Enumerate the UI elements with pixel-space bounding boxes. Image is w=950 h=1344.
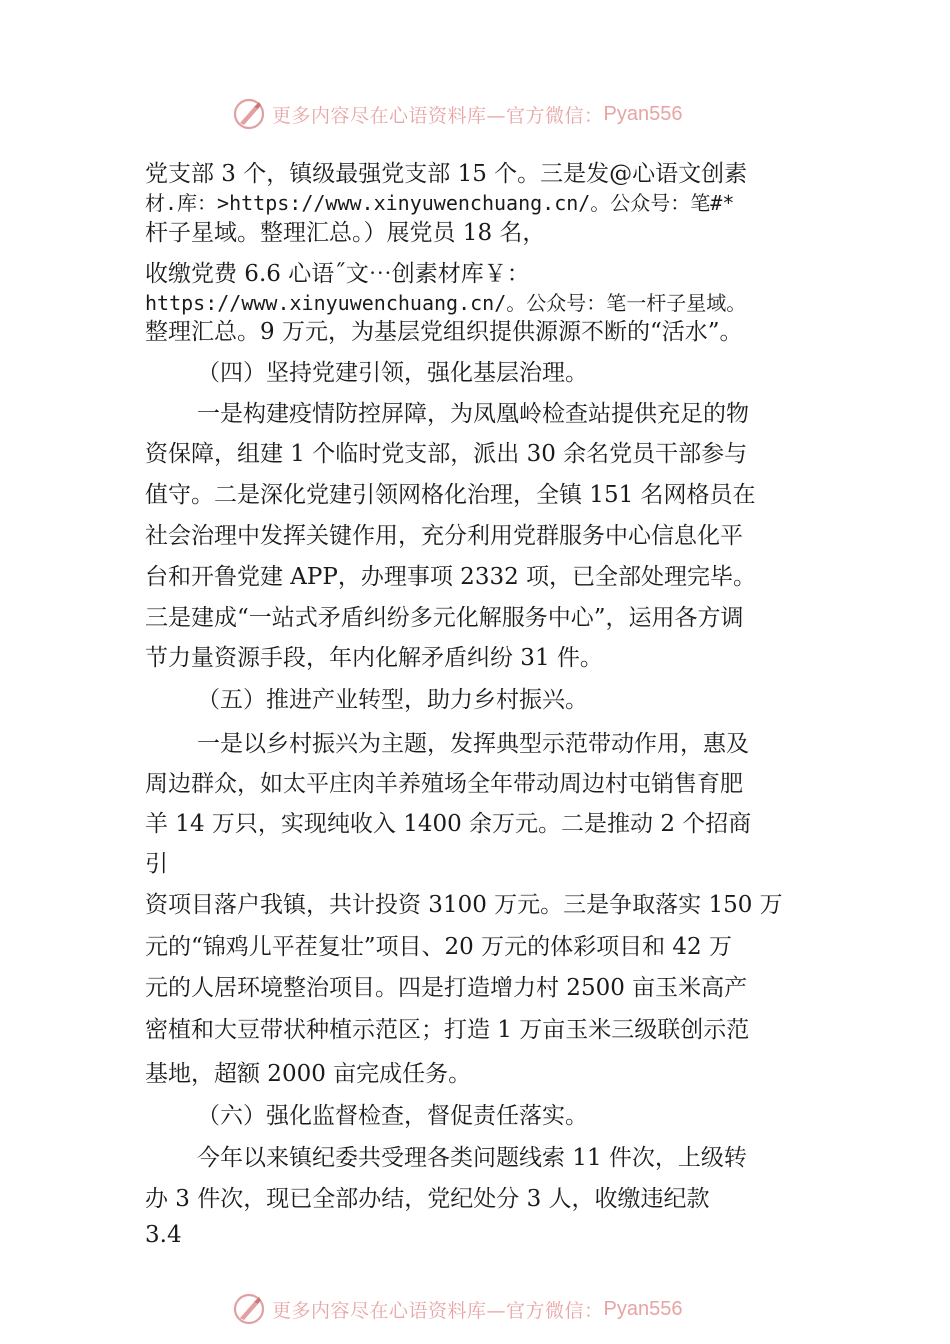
text-line: 资项目落户我镇，共计投资 3100 万元。三是争取落实 150 万 bbox=[145, 892, 783, 918]
text-line: 羊 14 万只，实现纯收入 1400 余万元。二是推动 2 个招商 bbox=[145, 811, 752, 837]
text-line: 3.4 bbox=[145, 1222, 182, 1248]
text-line: 资保障，组建 1 个临时党支部，派出 30 余名党员干部参与 bbox=[145, 441, 748, 467]
text-line: 收缴党费 6.6 心语˝文⋯创素材库￥： bbox=[145, 261, 530, 287]
text-line: 整理汇总。9 万元，为基层党组织提供源源不断的“活水”。 bbox=[145, 319, 743, 345]
text-line: 台和开鲁党建 APP，办理事项 2332 项，已全部处理完毕。 bbox=[145, 564, 757, 590]
text-line: 元的“锦鸡儿平茬复壮”项目、20 万元的体彩项目和 42 万 bbox=[145, 934, 732, 960]
section-heading: （四）坚持党建引领，强化基层治理。 bbox=[197, 360, 588, 386]
text-line: 节力量资源手段，年内化解矛盾纠纷 31 件。 bbox=[145, 645, 603, 671]
text-line: 党支部 3 个，镇级最强党支部 15 个。三是发@心语文创素 bbox=[145, 161, 748, 187]
text-line: 材.库：>https://www.xinyuwenchuang.cn/。公众号：笔#* bbox=[145, 191, 735, 215]
text-line: 社会治理中发挥关键作用，充分利用党群服务中心信息化平 bbox=[145, 523, 743, 549]
text-line: 一是构建疫情防控屏障，为凤凰岭检查站提供充足的物 bbox=[197, 401, 749, 427]
pen-logo-icon bbox=[232, 1292, 266, 1326]
header-watermark bbox=[232, 97, 682, 131]
banner-id: Pyan556 bbox=[603, 102, 683, 125]
text-line: 密植和大豆带状种植示范区；打造 1 万亩玉米三级联创示范 bbox=[145, 1017, 750, 1043]
text-line: 周边群众，如太平庄肉羊养殖场全年带动周边村屯销售育肥 bbox=[145, 771, 743, 797]
text-line: 引 bbox=[145, 851, 168, 877]
section-heading: （六）强化监督检查，督促责任落实。 bbox=[197, 1103, 588, 1129]
banner-id: Pyan556 bbox=[603, 1297, 683, 1320]
text-line: https://www.xinyuwenchuang.cn/。公众号：笔一杆子星域。 bbox=[145, 291, 747, 315]
text-line: 基地，超额 2000 亩完成任务。 bbox=[145, 1061, 472, 1087]
text-line: 办 3 件次，现已全部办结，党纪处分 3 人，收缴违纪款 bbox=[145, 1186, 710, 1212]
text-line: 杆子星域。整理汇总。）展党员 18 名， bbox=[145, 220, 546, 246]
banner-text: 更多内容尽在心语资料库—官方微信： bbox=[272, 104, 604, 127]
banner-text: 更多内容尽在心语资料库—官方微信： bbox=[272, 1299, 604, 1322]
text-line: 值守。二是深化党建引领网格化治理，全镇 151 名网格员在 bbox=[145, 482, 756, 508]
text-line: 一是以乡村振兴为主题，发挥典型示范带动作用，惠及 bbox=[197, 731, 749, 757]
text-line: 今年以来镇纪委共受理各类问题线索 11 件次，上级转 bbox=[197, 1145, 747, 1171]
section-heading: （五）推进产业转型，助力乡村振兴。 bbox=[197, 687, 588, 713]
text-line: 三是建成“一站式矛盾纠纷多元化解服务中心”，运用各方调 bbox=[145, 605, 744, 631]
text-line: 元的人居环境整治项目。四是打造增力村 2500 亩玉米高产 bbox=[145, 975, 748, 1001]
pen-logo-icon bbox=[232, 97, 266, 131]
footer-watermark bbox=[232, 1292, 682, 1326]
